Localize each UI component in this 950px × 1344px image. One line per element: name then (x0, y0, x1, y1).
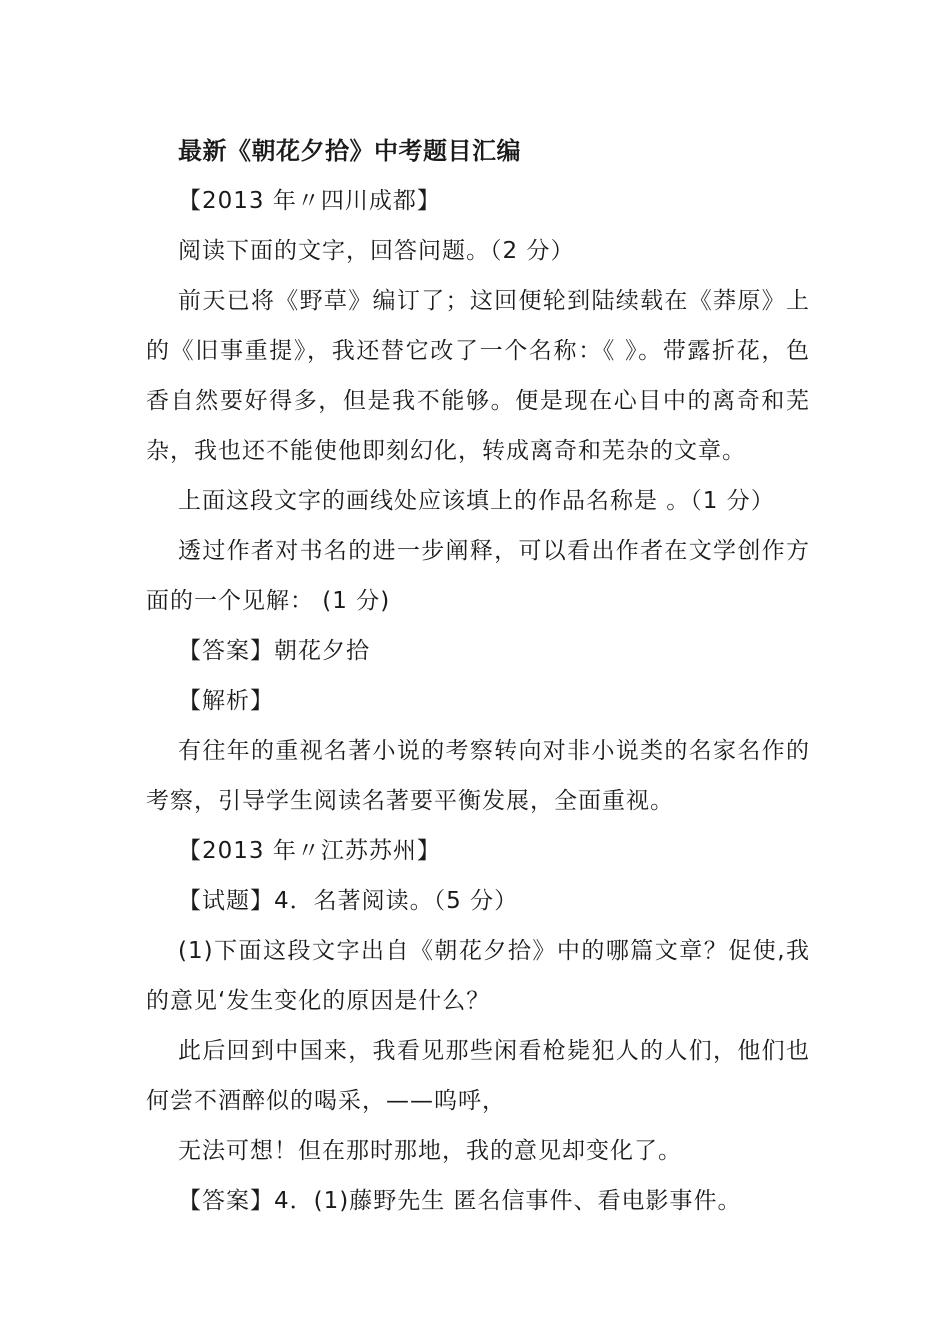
question-viewpoint: 透过作者对书名的进一步阐释，可以看出作者在文学创作方面的一个见解： (1 分) (146, 538, 810, 614)
question-fill-blank: 上面这段文字的画线处应该填上的作品名称是 。（1 分） (178, 488, 775, 514)
analysis-label: 【解析】 (178, 688, 274, 714)
document-title: 最新《朝花夕拾》中考题目汇编 (178, 137, 521, 165)
answer-text: 【答案】4．(1)藤野先生 匿名信事件、看电影事件。 (178, 1188, 742, 1214)
quote-continuation: 无法可想！但在那时那地，我的意见却变化了。 (178, 1138, 682, 1164)
quote-paragraph: 此后回到中国来，我看见那些闲看枪毙犯人的人们，他们也何尝不酒醉似的喝采，——呜呼， (146, 1038, 810, 1114)
analysis-text: 有往年的重视名著小说的考察转向对非小说类的名家名作的考察，引导学生阅读名著要平衡发展，全面重视。 (146, 738, 810, 814)
source-heading-suzhou: 【2013 年〃江苏苏州】 (178, 838, 441, 864)
question-heading: 【试题】4．名著阅读。（5 分） (178, 888, 519, 914)
question-text: (1)下面这段文字出自《朝花夕拾》中的哪篇文章？促使,我的意见‘发生变化的原因是什么？ (146, 938, 810, 1014)
source-heading-chengdu: 【2013 年〃四川成都】 (178, 188, 441, 214)
question-instruction: 阅读下面的文字，回答问题。（2 分） (178, 238, 575, 264)
passage-paragraph: 前天已将《野草》编订了；这回便轮到陆续载在《莽原》上的《旧事重提》，我还替它改了一个名称：《 》。带露折花，色香自然要好得多，但是我不能够。便是现在心目中的离奇和芜杂，我也还不能使他即刻幻化，转成离奇和芜杂的文章。 (146, 288, 810, 464)
answer-label: 【答案】朝花夕拾 (178, 638, 370, 664)
document-body (146, 126, 810, 1226)
